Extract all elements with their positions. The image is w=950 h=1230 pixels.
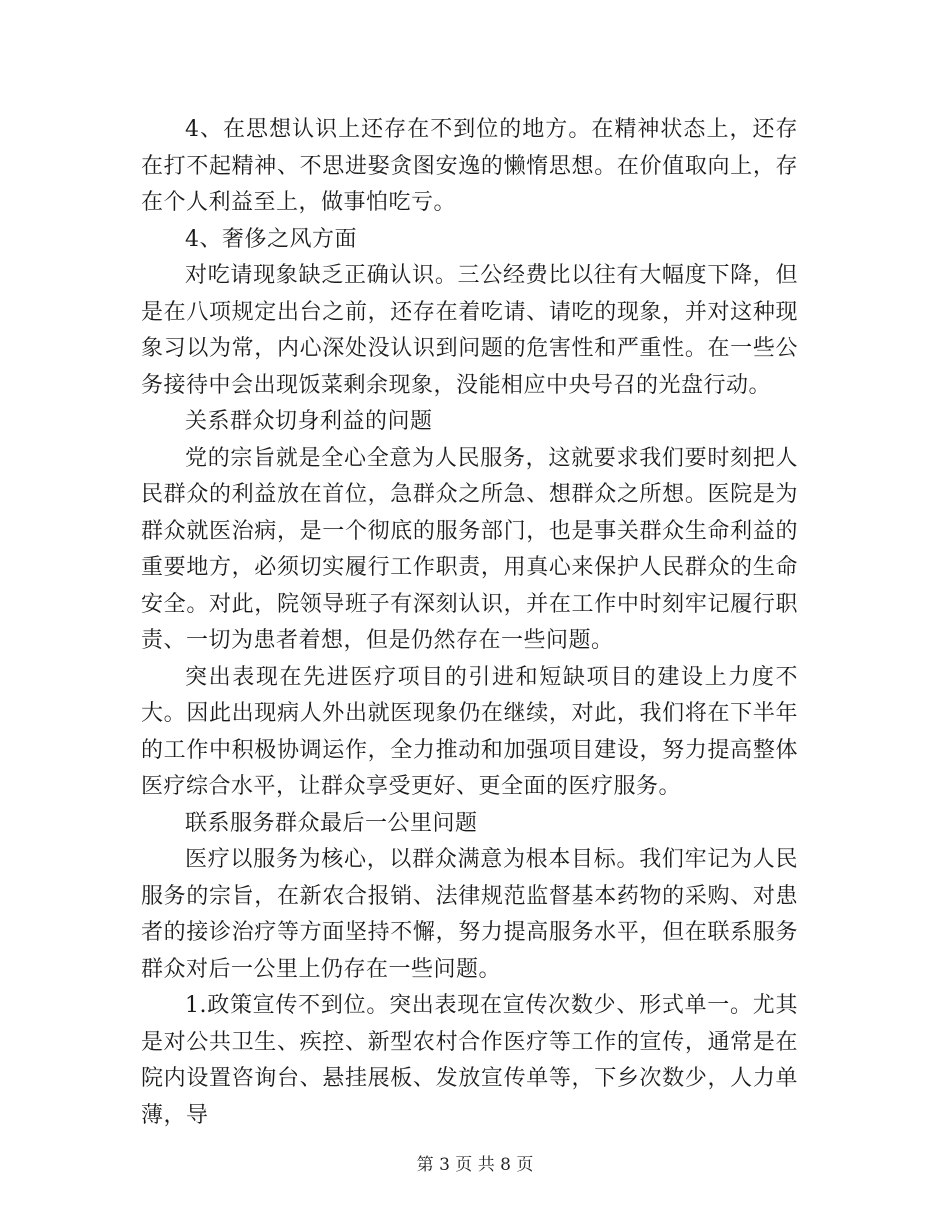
paragraph-medical-projects: 突出表现在先进医疗项目的引进和短缺项目的建设上力度不大。因此出现病人外出就医现象仍在继续，对此，我们将在下半年的工作中积极协调运作，全力推动和加强项目建设，努力提高整体医疗综合水平，让群众享受更好、更全面的医疗服务。 — [141, 664, 798, 799]
paragraph-policy-publicity: 1.政策宣传不到位。突出表现在宣传次数少、形式单一。尤其是对公共卫生、疾控、新型农村合作医疗等工作的宣传，通常是在院内设置咨询台、悬挂展板、发放宣传单等，下乡次数少，人力单薄，导 — [141, 993, 798, 1128]
paragraph-banquet-issue: 对吃请现象缺乏正确认识。三公经费比以往有大幅度下降，但是在八项规定出台之前，还存在着吃请、请吃的现象，并对这种现象习以为常，内心深处没认识到问题的危害性和严重性。在一些公务接待中会出现饭菜剩余现象，没能相应中央号召的光盘行动。 — [141, 263, 798, 398]
document-body — [141, 112, 798, 1134]
page-number-footer: 第 3 页 共 8 页 — [416, 1155, 534, 1175]
section-heading-public-interest: 关系群众切身利益的问题 — [185, 409, 433, 434]
paragraph-party-purpose: 党的宗旨就是全心全意为人民服务，这就要求我们要时刻把人民群众的利益放在首位，急群众之所急、想群众之所想。医院是为群众就医治病，是一个彻底的服务部门，也是事关群众生命利益的重要地方，必须切实履行工作职责，用真心来保护人民群众的生命安全。对此，院领导班子有深刻认识，并在工作中时刻牢记履行职责、一切为患者着想，但是仍然存在一些问题。 — [141, 445, 798, 653]
section-heading-extravagance: 4、奢侈之风方面 — [185, 226, 357, 252]
paragraph-ideological-awareness: 4、在思想认识上还存在不到位的地方。在精神状态上，还存在打不起精神、不思进娶贪图安逸的懒惰思想。在价值取向上，存在个人利益至上，做事怕吃亏。 — [141, 117, 798, 215]
section-heading-last-mile: 联系服务群众最后一公里问题 — [185, 810, 478, 836]
paragraph-service-core: 医疗以服务为核心，以群众满意为根本目标。我们牢记为人民服务的宗旨，在新农合报销、法律规范监督基本药物的采购、对患者的接诊治疗等方面坚持不懈，努力提高服务水平，但在联系服务群众对后一公里上仍存在一些问题。 — [141, 847, 798, 982]
